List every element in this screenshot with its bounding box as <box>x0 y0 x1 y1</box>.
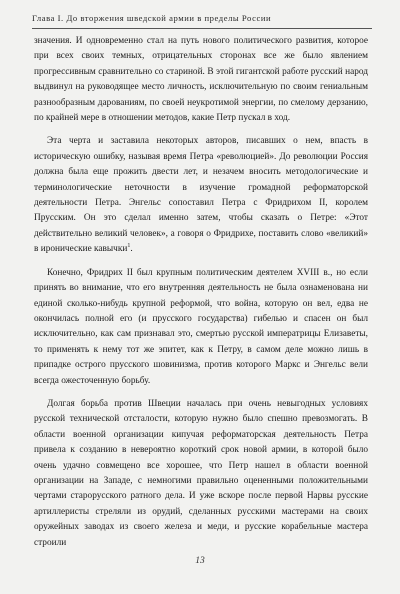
header-rule <box>32 28 372 29</box>
running-header: Глава I. До вторжения шведской армии в пределы России <box>32 13 272 23</box>
paragraph-2-text: Эта черта и заставила некоторых авторов, писавших о нем, впасть в историческую ошибку, называя время Петра «революцией». До революции Россия должна была еще прожить двести лет, и незачем вносить методологические и терминологические неточности в изучение громадной реформаторской деятельности Петра. Энгельс сопоставил Петра с Фридрихом II, королем Прусским. Он это сделал именно затем, чтобы сказать о Петре: «Этот действительно великий человек», а говоря о Фридрихе, поставить слово «великий» в иронические кавычки <box>34 136 368 255</box>
paragraph-1: значения. И одновременно стал на путь нового политического развития, которое при всех своих темных, отрицательных сторонах все же было явлением прогрессивным сравнительно со стариной. В этой гигантской работе русский народ выдвинул на руководящее место личность, исключительную по своим гениальным разнообразным дарованиям, по своей неукротимой энергии, по смелому дерзанию, по крайней мере в отношении методов, какие Петр пускал в ход. <box>34 36 368 124</box>
page-body <box>34 34 368 559</box>
paragraph-4: Долгая борьба против Швеции началась при очень невыгодных условиях русской технической отсталости, которую нужно было спешно превозмогать. В области военной организации кипучая реформаторская деятельность Петра привела к созданию в невероятно короткий срок новой армии, в которой было очень удачно совмещено все хорошее, что Петр нашел в области военной организации на Западе, с немногими правильно оцененными положительными чертами старорусского ратного дела. И уже вскоре после первой Нарвы русские артиллеристы стреляли из орудий, сделанных русскими мастерами на своих оружейных заводах из своего железа и меди, и русские корабельные мастера строили <box>34 398 368 548</box>
footnote-mark: 1 <box>127 243 131 250</box>
paragraph-3: Конечно, Фридрих II был крупным политическим деятелем XVIII в., но если принять во внимание, что его внутренняя деятельность не была ознаменована ни единой сколько-нибудь крупной реформой, что война, которую он вел, едва не окончилась полной его (и прусского государства) гибелью и спасен он был исключительно, как сам признавал это, смертью русской императрицы Елизаветы, то применять к нему тот же эпитет, как к Петру, в самом деле можно лишь в припадке острого прусского шовинизма, против которого Маркс и Энгельс вели всегда ожесточенную борьбу. <box>34 267 368 386</box>
paragraph-2: Эта черта и заставила некоторых авторов, писавших о нем, впасть в историческую ошибку, называя время Петра «революцией». До революции Россия должна была еще прожить двести лет, и незачем вносить методологические и терминологические неточности в изучение громадной реформаторской деятельности Петра. Энгельс сопоставил Петра с Фридрихом II, королем Прусским. Он это сделал именно затем, чтобы сказать о Петре: «Этот действительно великий человек», а говоря о Фридрихе, поставить слово «великий» в иронические кавычки$^1$. <box>34 136 368 255</box>
page-number: 13 <box>195 556 205 566</box>
